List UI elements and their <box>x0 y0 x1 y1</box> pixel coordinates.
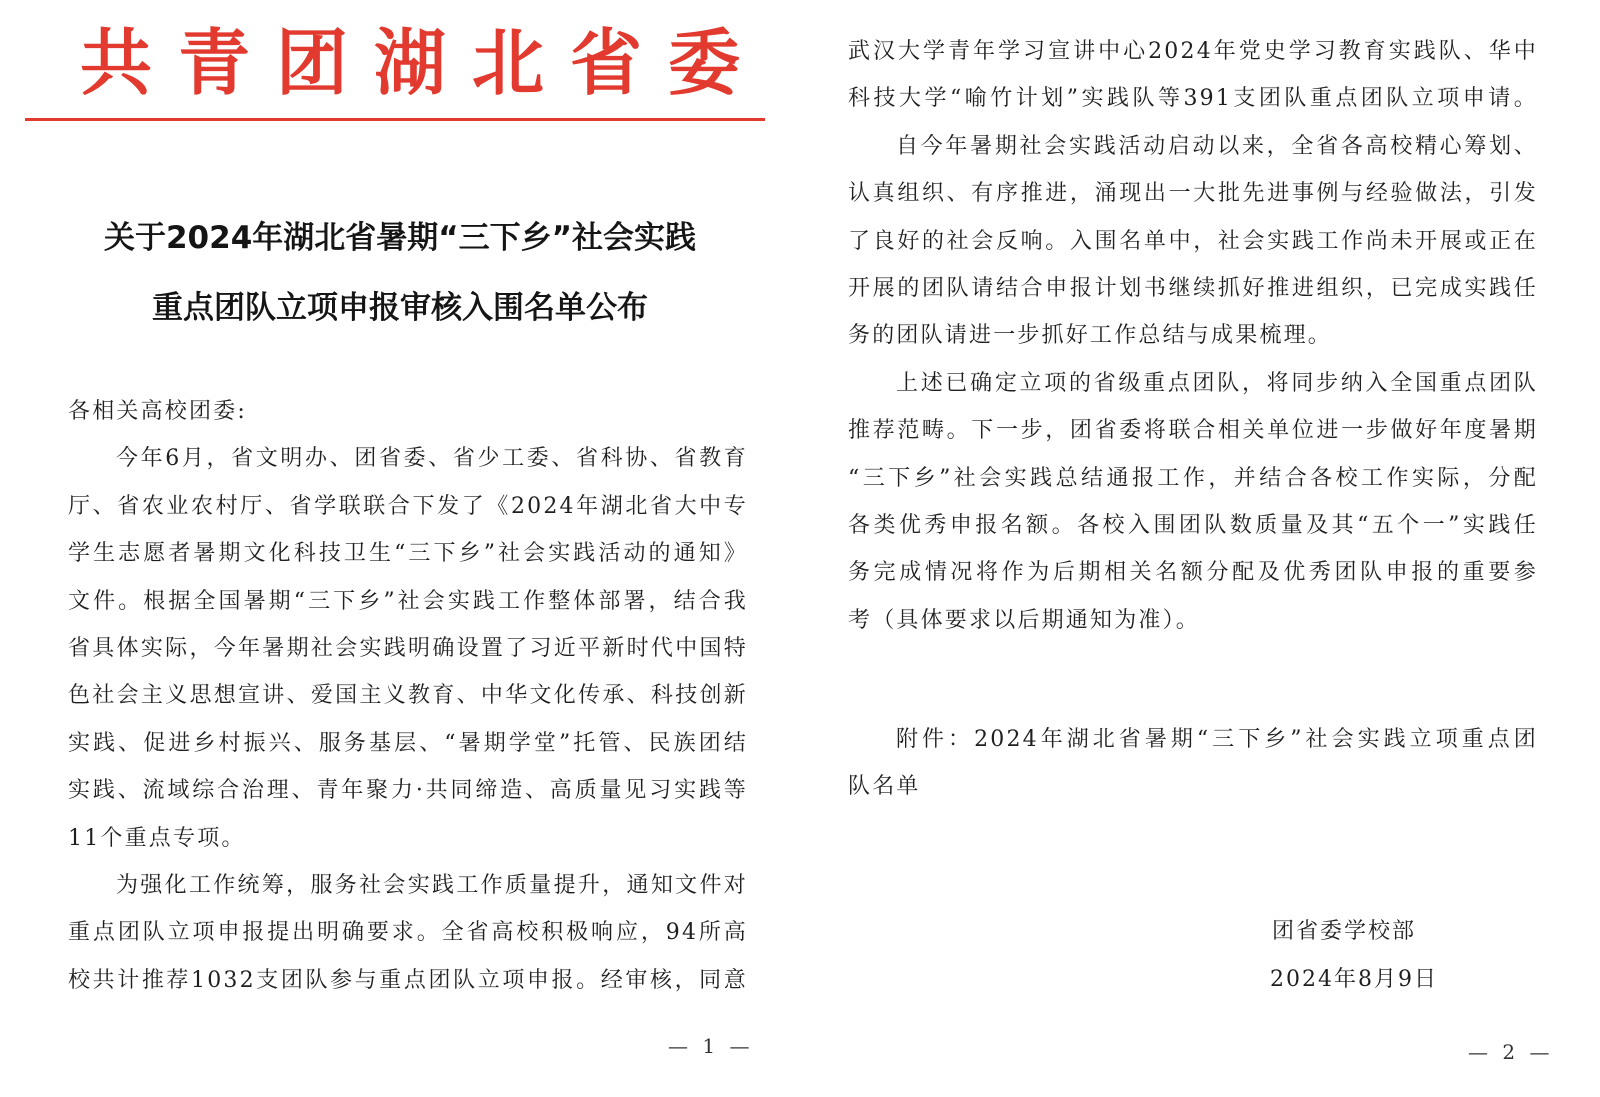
letterhead-title: 共青团湖北省委 <box>80 21 767 105</box>
body-line: 校共计推荐1032支团队参与重点团队立项申报。经审核，同意 <box>68 967 748 993</box>
body-line: 开展的团队请结合申报计划书继续抓好推进组织，已完成实践任 <box>848 275 1538 301</box>
body-line: 省具体实际，今年暑期社会实践明确设置了习近平新时代中国特 <box>68 635 748 661</box>
body-line: 学生志愿者暑期文化科技卫生“三下乡”社会实践活动的通知》 <box>68 541 748 567</box>
body-line: 了良好的社会反响。入围名单中，社会实践工作尚未开展或正在 <box>848 228 1538 254</box>
document-page-1 <box>0 0 790 1097</box>
page-1-body-text <box>68 388 748 1004</box>
document-title-line-2: 重点团队立项申报审核入围名单公布 <box>152 290 648 326</box>
body-line: 今年6月，省文明办、团省委、省少工委、省科协、省教育 <box>116 446 748 472</box>
body-line: 11个重点专项。 <box>68 825 246 851</box>
body-line: 务的团队请进一步抓好工作总结与成果梳理。 <box>848 323 1333 349</box>
body-line: 推荐范畴。下一步，团省委将联合相关单位进一步做好年度暑期 <box>848 418 1538 444</box>
body-line: 考（具体要求以后期通知为准）。 <box>848 607 1201 633</box>
page-2-body-text <box>848 28 1538 644</box>
attachment-line-2: 队名单 <box>848 774 921 799</box>
body-line: 各相关高校团委: <box>68 399 248 424</box>
attachment-line-1: 附件：2024年湖北省暑期“三下乡”社会实践立项重点团 <box>896 727 1538 752</box>
body-line: 自今年暑期社会实践活动启动以来，全省各高校精心筹划、 <box>896 133 1538 159</box>
page-number-1: — 1 — <box>668 1034 754 1058</box>
signing-department: 团省委学校部 <box>1272 919 1417 944</box>
body-line: 实践、流域综合治理、青年聚力·共同缔造、高质量见习实践等 <box>68 778 748 804</box>
body-line: “三下乡”社会实践总结通报工作，并结合各校工作实际，分配 <box>848 465 1538 491</box>
body-line: 务完成情况将作为后期相关名额分配及优秀团队申报的重要参 <box>848 560 1538 586</box>
body-line: 厅、省农业农村厅、省学联联合下发了《2024年湖北省大中专 <box>68 493 748 519</box>
body-line: 科技大学“喻竹计划”实践队等391支团队重点团队立项申请。 <box>848 86 1538 112</box>
body-line: 重点团队立项申报提出明确要求。全省高校积极响应，94所高 <box>68 920 748 946</box>
signing-date: 2024年8月9日 <box>1270 967 1438 992</box>
body-line: 文件。根据全国暑期“三下乡”社会实践工作整体部署，结合我 <box>68 588 748 614</box>
body-line: 上述已确定立项的省级重点团队，将同步纳入全国重点团队 <box>896 370 1538 396</box>
body-line: 实践、促进乡村振兴、服务基层、“暑期学堂”托管、民族团结 <box>68 730 748 756</box>
body-line: 为强化工作统筹，服务社会实践工作质量提升，通知文件对 <box>116 872 748 898</box>
body-line: 色社会主义思想宣讲、爱国主义教育、中华文化传承、科技创新 <box>68 683 748 709</box>
body-line: 武汉大学青年学习宣讲中心2024年党史学习教育实践队、华中 <box>848 39 1538 64</box>
document-title-line-1: 关于2024年湖北省暑期“三下乡”社会实践 <box>103 220 697 256</box>
body-line: 各类优秀申报名额。各校入围团队数质量及其“五个一”实践任 <box>848 512 1538 538</box>
letterhead-red-rule <box>25 118 765 121</box>
body-line: 认真组织、有序推进，涌现出一大批先进事例与经验做法，引发 <box>848 181 1538 207</box>
page-number-2: — 2 — <box>1468 1040 1554 1064</box>
